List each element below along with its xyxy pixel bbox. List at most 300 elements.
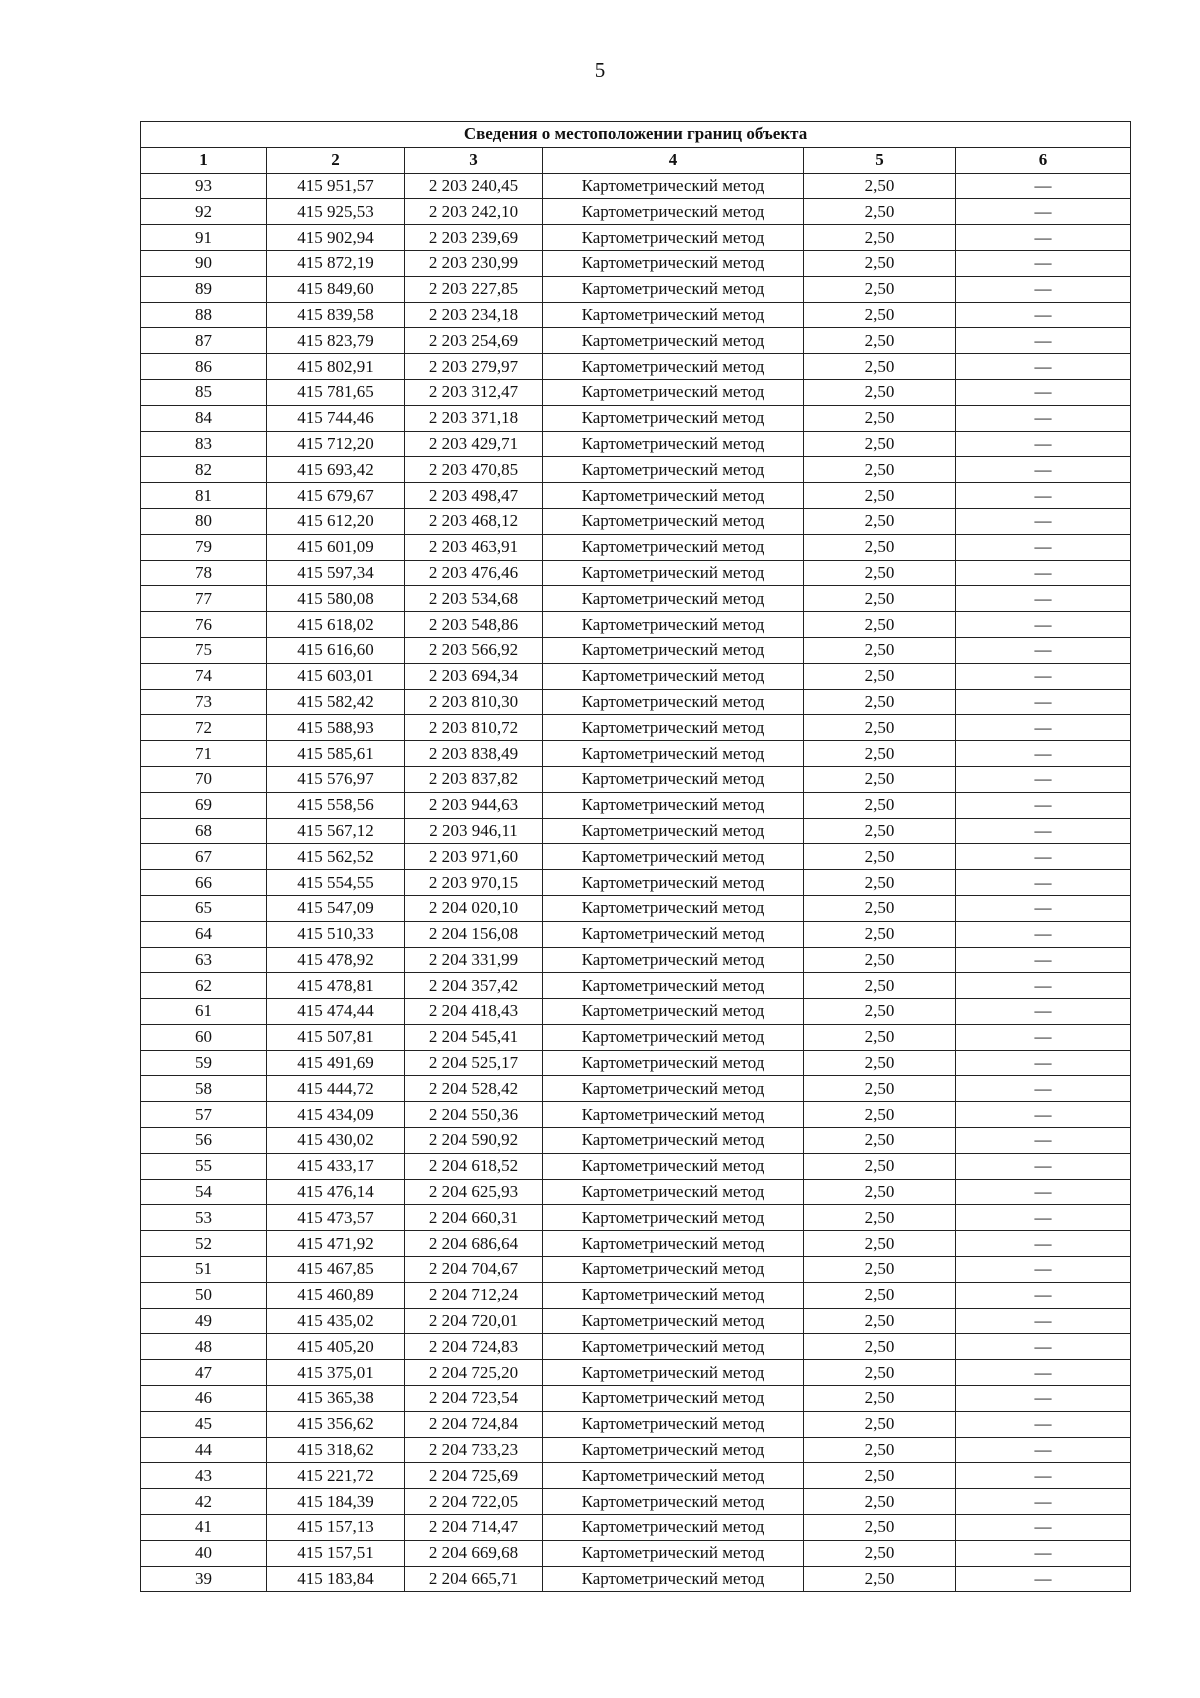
method-cell: Картометрический метод: [543, 560, 804, 586]
y-coordinate-cell: 2 204 618,52: [405, 1153, 543, 1179]
y-coordinate-cell: 2 204 724,84: [405, 1411, 543, 1437]
description-cell: —: [956, 1540, 1131, 1566]
method-cell: Картометрический метод: [543, 921, 804, 947]
x-coordinate-cell: 415 460,89: [267, 1282, 405, 1308]
accuracy-cell: 2,50: [804, 250, 956, 276]
accuracy-cell: 2,50: [804, 741, 956, 767]
description-cell: —: [956, 1179, 1131, 1205]
x-coordinate-cell: 415 823,79: [267, 328, 405, 354]
point-number-cell: 59: [141, 1050, 267, 1076]
description-cell: —: [956, 1463, 1131, 1489]
accuracy-cell: 2,50: [804, 379, 956, 405]
accuracy-cell: 2,50: [804, 1540, 956, 1566]
x-coordinate-cell: 415 925,53: [267, 199, 405, 225]
method-cell: Картометрический метод: [543, 741, 804, 767]
x-coordinate-cell: 415 576,97: [267, 766, 405, 792]
method-cell: Картометрический метод: [543, 612, 804, 638]
point-number-cell: 89: [141, 276, 267, 302]
method-cell: Картометрический метод: [543, 1489, 804, 1515]
x-coordinate-cell: 415 478,81: [267, 973, 405, 999]
method-cell: Картометрический метод: [543, 895, 804, 921]
y-coordinate-cell: 2 203 838,49: [405, 741, 543, 767]
table-row: [141, 302, 1131, 328]
y-coordinate-cell: 2 204 724,83: [405, 1334, 543, 1360]
description-cell: —: [956, 1308, 1131, 1334]
y-coordinate-cell: 2 203 463,91: [405, 534, 543, 560]
accuracy-cell: 2,50: [804, 999, 956, 1025]
y-coordinate-cell: 2 203 694,34: [405, 663, 543, 689]
description-cell: —: [956, 560, 1131, 586]
method-cell: Картометрический метод: [543, 225, 804, 251]
point-number-cell: 55: [141, 1153, 267, 1179]
table-row: [141, 225, 1131, 251]
y-coordinate-cell: 2 204 723,54: [405, 1386, 543, 1412]
x-coordinate-cell: 415 473,57: [267, 1205, 405, 1231]
accuracy-cell: 2,50: [804, 1024, 956, 1050]
method-cell: Картометрический метод: [543, 766, 804, 792]
column-header-3: 3: [405, 147, 543, 173]
description-cell: —: [956, 483, 1131, 509]
accuracy-cell: 2,50: [804, 921, 956, 947]
table-caption-row: [141, 122, 1131, 148]
accuracy-cell: 2,50: [804, 1153, 956, 1179]
point-number-cell: 68: [141, 818, 267, 844]
description-cell: —: [956, 586, 1131, 612]
description-cell: —: [956, 1360, 1131, 1386]
x-coordinate-cell: 415 585,61: [267, 741, 405, 767]
table-row: [141, 560, 1131, 586]
accuracy-cell: 2,50: [804, 1334, 956, 1360]
method-cell: Картометрический метод: [543, 1308, 804, 1334]
accuracy-cell: 2,50: [804, 508, 956, 534]
method-cell: Картометрический метод: [543, 1205, 804, 1231]
accuracy-cell: 2,50: [804, 483, 956, 509]
method-cell: Картометрический метод: [543, 328, 804, 354]
y-coordinate-cell: 2 203 476,46: [405, 560, 543, 586]
accuracy-cell: 2,50: [804, 1102, 956, 1128]
description-cell: —: [956, 1282, 1131, 1308]
y-coordinate-cell: 2 203 810,30: [405, 689, 543, 715]
point-number-cell: 87: [141, 328, 267, 354]
x-coordinate-cell: 415 478,92: [267, 947, 405, 973]
accuracy-cell: 2,50: [804, 766, 956, 792]
description-cell: —: [956, 1257, 1131, 1283]
y-coordinate-cell: 2 203 944,63: [405, 792, 543, 818]
method-cell: Картометрический метод: [543, 1128, 804, 1154]
accuracy-cell: 2,50: [804, 1257, 956, 1283]
accuracy-cell: 2,50: [804, 199, 956, 225]
y-coordinate-cell: 2 203 498,47: [405, 483, 543, 509]
x-coordinate-cell: 415 471,92: [267, 1231, 405, 1257]
point-number-cell: 73: [141, 689, 267, 715]
x-coordinate-cell: 415 744,46: [267, 405, 405, 431]
accuracy-cell: 2,50: [804, 818, 956, 844]
method-cell: Картометрический метод: [543, 1386, 804, 1412]
x-coordinate-cell: 415 567,12: [267, 818, 405, 844]
table-row: [141, 1463, 1131, 1489]
y-coordinate-cell: 2 204 665,71: [405, 1566, 543, 1592]
x-coordinate-cell: 415 547,09: [267, 895, 405, 921]
method-cell: Картометрический метод: [543, 1334, 804, 1360]
accuracy-cell: 2,50: [804, 431, 956, 457]
point-number-cell: 60: [141, 1024, 267, 1050]
x-coordinate-cell: 415 365,38: [267, 1386, 405, 1412]
table-row: [141, 199, 1131, 225]
x-coordinate-cell: 415 603,01: [267, 663, 405, 689]
table-row: [141, 895, 1131, 921]
accuracy-cell: 2,50: [804, 1437, 956, 1463]
accuracy-cell: 2,50: [804, 1515, 956, 1541]
table-row: [141, 1360, 1131, 1386]
accuracy-cell: 2,50: [804, 1128, 956, 1154]
y-coordinate-cell: 2 203 810,72: [405, 715, 543, 741]
description-cell: —: [956, 1102, 1131, 1128]
accuracy-cell: 2,50: [804, 457, 956, 483]
table-row: [141, 1489, 1131, 1515]
point-number-cell: 39: [141, 1566, 267, 1592]
description-cell: —: [956, 741, 1131, 767]
method-cell: Картометрический метод: [543, 818, 804, 844]
y-coordinate-cell: 2 204 686,64: [405, 1231, 543, 1257]
table-row: [141, 1334, 1131, 1360]
y-coordinate-cell: 2 203 242,10: [405, 199, 543, 225]
point-number-cell: 52: [141, 1231, 267, 1257]
table-row: [141, 947, 1131, 973]
description-cell: —: [956, 895, 1131, 921]
description-cell: —: [956, 689, 1131, 715]
x-coordinate-cell: 415 405,20: [267, 1334, 405, 1360]
point-number-cell: 74: [141, 663, 267, 689]
y-coordinate-cell: 2 203 534,68: [405, 586, 543, 612]
x-coordinate-cell: 415 318,62: [267, 1437, 405, 1463]
point-number-cell: 40: [141, 1540, 267, 1566]
y-coordinate-cell: 2 203 468,12: [405, 508, 543, 534]
point-number-cell: 67: [141, 844, 267, 870]
x-coordinate-cell: 415 183,84: [267, 1566, 405, 1592]
method-cell: Картометрический метод: [543, 1437, 804, 1463]
method-cell: Картометрический метод: [543, 302, 804, 328]
x-coordinate-cell: 415 435,02: [267, 1308, 405, 1334]
column-header-5: 5: [804, 147, 956, 173]
column-header-6: 6: [956, 147, 1131, 173]
column-header-4: 4: [543, 147, 804, 173]
x-coordinate-cell: 415 781,65: [267, 379, 405, 405]
method-cell: Картометрический метод: [543, 431, 804, 457]
y-coordinate-cell: 2 204 720,01: [405, 1308, 543, 1334]
method-cell: Картометрический метод: [543, 1076, 804, 1102]
table-row: [141, 1386, 1131, 1412]
x-coordinate-cell: 415 157,51: [267, 1540, 405, 1566]
point-number-cell: 78: [141, 560, 267, 586]
method-cell: Картометрический метод: [543, 379, 804, 405]
description-cell: —: [956, 199, 1131, 225]
accuracy-cell: 2,50: [804, 792, 956, 818]
accuracy-cell: 2,50: [804, 1076, 956, 1102]
y-coordinate-cell: 2 204 733,23: [405, 1437, 543, 1463]
x-coordinate-cell: 415 375,01: [267, 1360, 405, 1386]
table-row: [141, 1076, 1131, 1102]
x-coordinate-cell: 415 491,69: [267, 1050, 405, 1076]
table-row: [141, 534, 1131, 560]
point-number-cell: 86: [141, 354, 267, 380]
y-coordinate-cell: 2 203 227,85: [405, 276, 543, 302]
point-number-cell: 85: [141, 379, 267, 405]
y-coordinate-cell: 2 203 971,60: [405, 844, 543, 870]
accuracy-cell: 2,50: [804, 586, 956, 612]
description-cell: —: [956, 663, 1131, 689]
description-cell: —: [956, 715, 1131, 741]
point-number-cell: 90: [141, 250, 267, 276]
point-number-cell: 46: [141, 1386, 267, 1412]
y-coordinate-cell: 2 204 590,92: [405, 1128, 543, 1154]
description-cell: —: [956, 1128, 1131, 1154]
table-row: [141, 818, 1131, 844]
point-number-cell: 57: [141, 1102, 267, 1128]
point-number-cell: 71: [141, 741, 267, 767]
description-cell: —: [956, 766, 1131, 792]
table-row: [141, 792, 1131, 818]
x-coordinate-cell: 415 872,19: [267, 250, 405, 276]
table-row: [141, 1411, 1131, 1437]
method-cell: Картометрический метод: [543, 1231, 804, 1257]
description-cell: —: [956, 1437, 1131, 1463]
point-number-cell: 91: [141, 225, 267, 251]
table-row: [141, 431, 1131, 457]
table-row: [141, 1050, 1131, 1076]
table-row: [141, 973, 1131, 999]
y-coordinate-cell: 2 203 254,69: [405, 328, 543, 354]
table-row: [141, 457, 1131, 483]
x-coordinate-cell: 415 467,85: [267, 1257, 405, 1283]
table-row: [141, 1231, 1131, 1257]
y-coordinate-cell: 2 203 234,18: [405, 302, 543, 328]
table-row: [141, 173, 1131, 199]
point-number-cell: 48: [141, 1334, 267, 1360]
description-cell: —: [956, 1231, 1131, 1257]
y-coordinate-cell: 2 204 156,08: [405, 921, 543, 947]
x-coordinate-cell: 415 474,44: [267, 999, 405, 1025]
x-coordinate-cell: 415 184,39: [267, 1489, 405, 1515]
method-cell: Картометрический метод: [543, 1102, 804, 1128]
accuracy-cell: 2,50: [804, 870, 956, 896]
accuracy-cell: 2,50: [804, 1566, 956, 1592]
point-number-cell: 54: [141, 1179, 267, 1205]
accuracy-cell: 2,50: [804, 405, 956, 431]
point-number-cell: 72: [141, 715, 267, 741]
x-coordinate-cell: 415 951,57: [267, 173, 405, 199]
method-cell: Картометрический метод: [543, 586, 804, 612]
table-row: [141, 637, 1131, 663]
accuracy-cell: 2,50: [804, 612, 956, 638]
x-coordinate-cell: 415 558,56: [267, 792, 405, 818]
description-cell: —: [956, 1334, 1131, 1360]
method-cell: Картометрический метод: [543, 354, 804, 380]
point-number-cell: 84: [141, 405, 267, 431]
table-row: [141, 766, 1131, 792]
x-coordinate-cell: 415 601,09: [267, 534, 405, 560]
y-coordinate-cell: 2 204 020,10: [405, 895, 543, 921]
table-row: [141, 1205, 1131, 1231]
method-cell: Картометрический метод: [543, 715, 804, 741]
x-coordinate-cell: 415 902,94: [267, 225, 405, 251]
x-coordinate-cell: 415 693,42: [267, 457, 405, 483]
accuracy-cell: 2,50: [804, 354, 956, 380]
y-coordinate-cell: 2 203 240,45: [405, 173, 543, 199]
x-coordinate-cell: 415 562,52: [267, 844, 405, 870]
y-coordinate-cell: 2 203 239,69: [405, 225, 543, 251]
point-number-cell: 45: [141, 1411, 267, 1437]
column-number-row: [141, 147, 1131, 173]
method-cell: Картометрический метод: [543, 689, 804, 715]
table-row: [141, 1566, 1131, 1592]
description-cell: —: [956, 1489, 1131, 1515]
accuracy-cell: 2,50: [804, 1282, 956, 1308]
description-cell: —: [956, 612, 1131, 638]
table-row: [141, 276, 1131, 302]
boundary-coordinates-table: [140, 121, 1131, 1592]
description-cell: —: [956, 276, 1131, 302]
y-coordinate-cell: 2 204 550,36: [405, 1102, 543, 1128]
x-coordinate-cell: 415 510,33: [267, 921, 405, 947]
accuracy-cell: 2,50: [804, 973, 956, 999]
point-number-cell: 63: [141, 947, 267, 973]
y-coordinate-cell: 2 204 704,67: [405, 1257, 543, 1283]
x-coordinate-cell: 415 582,42: [267, 689, 405, 715]
table-row: [141, 870, 1131, 896]
description-cell: —: [956, 534, 1131, 560]
accuracy-cell: 2,50: [804, 534, 956, 560]
description-cell: —: [956, 1411, 1131, 1437]
point-number-cell: 53: [141, 1205, 267, 1231]
method-cell: Картометрический метод: [543, 1153, 804, 1179]
method-cell: Картометрический метод: [543, 1463, 804, 1489]
table-row: [141, 612, 1131, 638]
description-cell: —: [956, 844, 1131, 870]
column-header-1: 1: [141, 147, 267, 173]
accuracy-cell: 2,50: [804, 1489, 956, 1515]
table-row: [141, 1515, 1131, 1541]
description-cell: —: [956, 1566, 1131, 1592]
y-coordinate-cell: 2 203 946,11: [405, 818, 543, 844]
description-cell: —: [956, 1153, 1131, 1179]
point-number-cell: 81: [141, 483, 267, 509]
accuracy-cell: 2,50: [804, 1231, 956, 1257]
table-row: [141, 741, 1131, 767]
table-row: [141, 715, 1131, 741]
method-cell: Картометрический метод: [543, 1179, 804, 1205]
description-cell: —: [956, 973, 1131, 999]
x-coordinate-cell: 415 612,20: [267, 508, 405, 534]
table-row: [141, 1282, 1131, 1308]
description-cell: —: [956, 792, 1131, 818]
y-coordinate-cell: 2 203 429,71: [405, 431, 543, 457]
description-cell: —: [956, 1050, 1131, 1076]
table-title: Сведения о местоположении границ объекта: [141, 122, 1131, 148]
method-cell: Картометрический метод: [543, 276, 804, 302]
method-cell: Картометрический метод: [543, 508, 804, 534]
table-row: [141, 844, 1131, 870]
point-number-cell: 82: [141, 457, 267, 483]
accuracy-cell: 2,50: [804, 1411, 956, 1437]
description-cell: —: [956, 818, 1131, 844]
y-coordinate-cell: 2 204 722,05: [405, 1489, 543, 1515]
table-row: [141, 1437, 1131, 1463]
point-number-cell: 49: [141, 1308, 267, 1334]
y-coordinate-cell: 2 204 725,20: [405, 1360, 543, 1386]
description-cell: —: [956, 947, 1131, 973]
table-row: [141, 999, 1131, 1025]
table-row: [141, 1102, 1131, 1128]
y-coordinate-cell: 2 204 725,69: [405, 1463, 543, 1489]
description-cell: —: [956, 1024, 1131, 1050]
point-number-cell: 92: [141, 199, 267, 225]
table-row: [141, 354, 1131, 380]
table-row: [141, 1257, 1131, 1283]
accuracy-cell: 2,50: [804, 1463, 956, 1489]
description-cell: —: [956, 870, 1131, 896]
method-cell: Картометрический метод: [543, 1360, 804, 1386]
x-coordinate-cell: 415 679,67: [267, 483, 405, 509]
accuracy-cell: 2,50: [804, 1308, 956, 1334]
point-number-cell: 44: [141, 1437, 267, 1463]
method-cell: Картометрический метод: [543, 663, 804, 689]
x-coordinate-cell: 415 839,58: [267, 302, 405, 328]
point-number-cell: 83: [141, 431, 267, 457]
x-coordinate-cell: 415 588,93: [267, 715, 405, 741]
x-coordinate-cell: 415 597,34: [267, 560, 405, 586]
description-cell: —: [956, 250, 1131, 276]
y-coordinate-cell: 2 203 279,97: [405, 354, 543, 380]
y-coordinate-cell: 2 204 357,42: [405, 973, 543, 999]
x-coordinate-cell: 415 221,72: [267, 1463, 405, 1489]
accuracy-cell: 2,50: [804, 225, 956, 251]
description-cell: —: [956, 328, 1131, 354]
table-row: [141, 1128, 1131, 1154]
accuracy-cell: 2,50: [804, 328, 956, 354]
method-cell: Картометрический метод: [543, 973, 804, 999]
method-cell: Картометрический метод: [543, 1024, 804, 1050]
y-coordinate-cell: 2 204 625,93: [405, 1179, 543, 1205]
accuracy-cell: 2,50: [804, 276, 956, 302]
point-number-cell: 76: [141, 612, 267, 638]
point-number-cell: 58: [141, 1076, 267, 1102]
description-cell: —: [956, 173, 1131, 199]
accuracy-cell: 2,50: [804, 1179, 956, 1205]
accuracy-cell: 2,50: [804, 1205, 956, 1231]
description-cell: —: [956, 354, 1131, 380]
point-number-cell: 64: [141, 921, 267, 947]
point-number-cell: 93: [141, 173, 267, 199]
method-cell: Картометрический метод: [543, 947, 804, 973]
x-coordinate-cell: 415 433,17: [267, 1153, 405, 1179]
point-number-cell: 75: [141, 637, 267, 663]
y-coordinate-cell: 2 204 660,31: [405, 1205, 543, 1231]
table-row: [141, 1308, 1131, 1334]
method-cell: Картометрический метод: [543, 1257, 804, 1283]
method-cell: Картометрический метод: [543, 1566, 804, 1592]
point-number-cell: 79: [141, 534, 267, 560]
y-coordinate-cell: 2 203 566,92: [405, 637, 543, 663]
accuracy-cell: 2,50: [804, 1386, 956, 1412]
point-number-cell: 50: [141, 1282, 267, 1308]
point-number-cell: 62: [141, 973, 267, 999]
point-number-cell: 70: [141, 766, 267, 792]
y-coordinate-cell: 2 204 418,43: [405, 999, 543, 1025]
table-row: [141, 586, 1131, 612]
table-row: [141, 1540, 1131, 1566]
description-cell: —: [956, 999, 1131, 1025]
table-body: [141, 173, 1131, 1592]
